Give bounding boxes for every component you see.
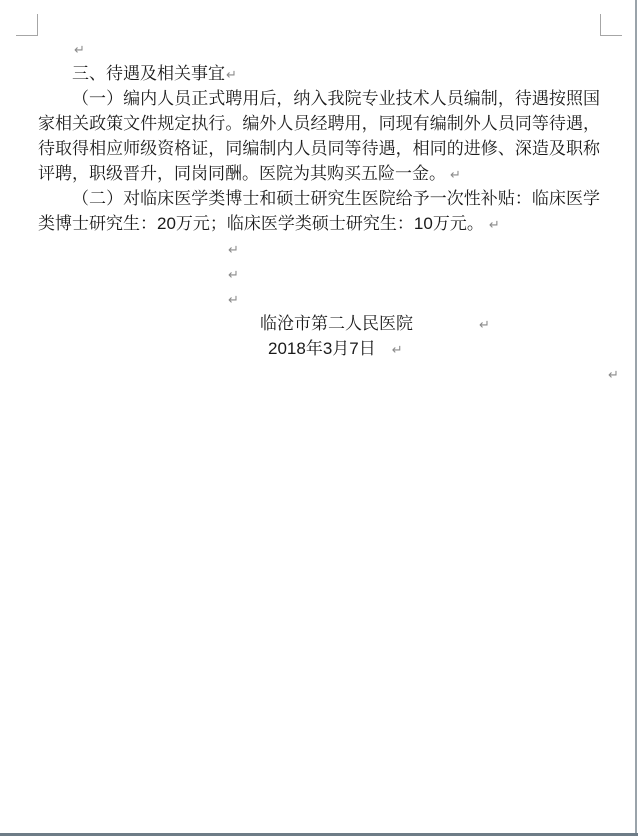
line-text: 待取得相应师级资格证，同编制内人员同等待遇，相同的进修、深造及职称 — [38, 139, 600, 158]
line-text: 2018年3月7日 — [268, 339, 376, 358]
line-text: （一）编内人员正式聘用后，纳入我院专业技术人员编制，待遇按照国 — [72, 89, 600, 108]
pilcrow-mark: ↵ — [488, 218, 500, 233]
empty-paragraph-line — [38, 36, 600, 61]
text-line — [38, 136, 600, 161]
text-line — [38, 111, 600, 136]
pilcrow-mark: ↵ — [391, 343, 403, 358]
pilcrow-mark: ↵ — [450, 168, 461, 183]
text-line — [38, 311, 600, 336]
line-text: 家相关政策文件规定执行。编外人员经聘用，同现有编制外人员同等待遇， — [38, 114, 600, 133]
pilcrow-mark: ↵ — [228, 268, 239, 283]
text-line — [38, 186, 600, 211]
text-line — [38, 61, 600, 86]
page-right-edge — [635, 0, 637, 836]
text-boundary-mark-top-right — [600, 14, 601, 36]
empty-paragraph-line — [38, 236, 600, 261]
text-line — [38, 336, 600, 361]
pilcrow-mark: ↵ — [228, 243, 239, 258]
line-text: 临沧市第二人民医院 — [260, 314, 413, 333]
pilcrow-mark: ↵ — [74, 43, 85, 58]
text-boundary-mark-top-left — [37, 14, 38, 36]
text-line — [38, 161, 600, 186]
text-line — [38, 86, 600, 111]
line-text: （二）对临床医学类博士和硕士研究生医院给予一次性补贴：临床医学 — [72, 189, 600, 208]
pilcrow-mark: ↵ — [228, 293, 239, 308]
line-text: 三、待遇及相关事宜 — [72, 64, 225, 83]
text-boundary-mark-top-right — [600, 35, 622, 36]
line-text: 评聘，职级晋升，同岗同酬。医院为其购买五险一金。 — [38, 164, 446, 183]
empty-paragraph-line — [38, 361, 619, 386]
empty-paragraph-line — [38, 286, 600, 311]
empty-paragraph-line — [38, 261, 600, 286]
pilcrow-mark: ↵ — [226, 68, 237, 83]
line-text: 类博士研究生：20万元；临床医学类硕士研究生：10万元。 — [38, 214, 484, 233]
pilcrow-mark: ↵ — [479, 318, 490, 333]
text-boundary-mark-top-left — [16, 35, 38, 36]
pilcrow-mark: ↵ — [608, 368, 619, 383]
text-line — [38, 211, 600, 236]
text-content — [38, 36, 619, 386]
